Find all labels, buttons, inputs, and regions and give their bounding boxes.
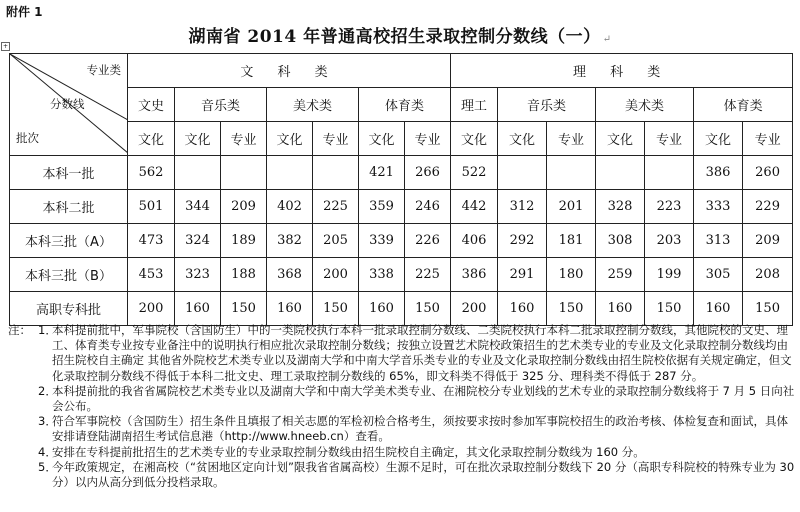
type-header: 文化 [694, 122, 743, 156]
subgroup-header: 音乐类 [498, 88, 596, 122]
header-corner-cell [10, 54, 128, 156]
type-header: 专业 [405, 122, 451, 156]
score-cell: 266 [405, 156, 451, 190]
batch-label: 本科三批（A） [10, 224, 128, 258]
type-header: 文化 [267, 122, 313, 156]
type-header: 文化 [451, 122, 498, 156]
score-cell: 160 [359, 292, 405, 326]
score-cell: 160 [267, 292, 313, 326]
note-text: 安排在专科提前批招生的艺术类专业的专业录取控制分数线由招生院校自主确定，其文化录取控制分数线为 160 分。 [52, 444, 645, 459]
table-body [10, 156, 793, 326]
group-header-science: 理 科 类 [451, 54, 793, 88]
score-cell: 473 [128, 224, 175, 258]
score-cell: 522 [451, 156, 498, 190]
note-number: 5． [38, 459, 57, 474]
page-title-text: 湖南省 2014 年普通高校招生录取控制分数线（一） [188, 27, 601, 47]
score-cell: 359 [359, 190, 405, 224]
note-indent [8, 414, 38, 444]
score-cell: 382 [267, 224, 313, 258]
score-cell [175, 156, 221, 190]
score-cell: 339 [359, 224, 405, 258]
corner-label-score: 分数线 [50, 97, 85, 111]
notes-section [8, 323, 796, 490]
subgroup-header: 体育类 [359, 88, 451, 122]
note-item [8, 445, 796, 460]
type-header: 文化 [498, 122, 547, 156]
score-cell [547, 156, 596, 190]
note-indent [8, 445, 38, 460]
score-cell: 160 [175, 292, 221, 326]
score-cell: 453 [128, 258, 175, 292]
score-cell: 223 [645, 190, 694, 224]
note-text: 符合军事院校（含国防生）招生条件且填报了相关志愿的军检初检合格考生，须按要求按时参加军事院校招生的政治考核、体检复查和面试，具体安排请登陆湖南招生考试信息港（http://www.hneeb.cn）查看。 [52, 414, 788, 444]
score-cell: 259 [596, 258, 645, 292]
score-cell [645, 156, 694, 190]
score-cell: 368 [267, 258, 313, 292]
score-cell: 323 [175, 258, 221, 292]
score-cell: 160 [596, 292, 645, 326]
score-cell: 150 [743, 292, 793, 326]
score-cell: 181 [547, 224, 596, 258]
score-cell: 291 [498, 258, 547, 292]
table-move-handle-icon[interactable]: + [2, 43, 9, 50]
batch-label: 本科一批 [10, 156, 128, 190]
score-cell: 200 [128, 292, 175, 326]
score-cell: 406 [451, 224, 498, 258]
score-cell: 305 [694, 258, 743, 292]
group-header-liberal-arts: 文 科 类 [128, 54, 451, 88]
score-cell: 150 [313, 292, 359, 326]
score-cell: 229 [743, 190, 793, 224]
score-cell: 338 [359, 258, 405, 292]
subgroup-header: 美术类 [267, 88, 359, 122]
score-cell: 200 [313, 258, 359, 292]
note-indent [8, 460, 38, 490]
table-row [10, 156, 793, 190]
score-cell [267, 156, 313, 190]
type-header: 文化 [175, 122, 221, 156]
score-cell: 209 [743, 224, 793, 258]
score-cell: 226 [405, 224, 451, 258]
note-text: 本科提前批的我省省属院校艺术类专业以及湖南大学和中南大学美术类专业、在湘院校分专业划线的艺术专业的录取控制分数线将于 7 月 5 日向社会公布。 [52, 383, 795, 414]
score-cell: 209 [221, 190, 267, 224]
score-cell: 199 [645, 258, 694, 292]
type-header: 文化 [359, 122, 405, 156]
batch-label: 本科三批（B） [10, 258, 128, 292]
score-cell: 246 [405, 190, 451, 224]
score-cell: 292 [498, 224, 547, 258]
type-header: 专业 [645, 122, 694, 156]
score-cell: 201 [547, 190, 596, 224]
batch-label: 高职专科批 [10, 292, 128, 326]
subgroup-header: 体育类 [694, 88, 793, 122]
score-cell: 324 [175, 224, 221, 258]
type-header: 专业 [547, 122, 596, 156]
notes-lead: 注： [8, 323, 31, 337]
score-cell: 386 [694, 156, 743, 190]
note-text: 本科提前批中，军事院校（含国防生）中的一类院校执行本科一批录取控制分数线、二类院校执行本科二批录取控制分数线，其他院校的文史、理工、体育类专业按专业备注中的说明执行相应批次录取控制分数线；按独立设置艺术院校政策招生的艺术类专业的专业及文化录取控制分数线均由招生院校自主确定 其他省外院校艺术类专业以及湖南大学和中南大学音乐类专业的专业及文化录取控制分数线由招生院校依据有关规定确定，但文化录取控制分数线不得低于本科二批文史、理工录取控制分数线的 65%，即文科类不得低于 325 分、理科类不得低于 287 分。 [52, 323, 792, 383]
score-cell: 333 [694, 190, 743, 224]
note-item [8, 460, 796, 490]
note-indent [8, 384, 38, 414]
score-cell: 160 [498, 292, 547, 326]
score-cell: 562 [128, 156, 175, 190]
attachment-label: 附件 1 [6, 5, 43, 19]
score-cell [498, 156, 547, 190]
note-item [8, 384, 796, 414]
score-cell: 189 [221, 224, 267, 258]
score-cell: 344 [175, 190, 221, 224]
type-header: 专业 [221, 122, 267, 156]
subgroup-header: 美术类 [596, 88, 694, 122]
type-header: 文化 [128, 122, 175, 156]
score-cell: 150 [405, 292, 451, 326]
score-cell: 160 [694, 292, 743, 326]
score-cell: 308 [596, 224, 645, 258]
score-cell: 312 [498, 190, 547, 224]
score-cell: 442 [451, 190, 498, 224]
corner-label-batch: 批次 [16, 131, 39, 145]
score-cell: 225 [405, 258, 451, 292]
score-cell: 205 [313, 224, 359, 258]
note-number: 1． [38, 323, 57, 337]
score-cell [221, 156, 267, 190]
score-cell [313, 156, 359, 190]
type-header: 专业 [313, 122, 359, 156]
score-cell: 313 [694, 224, 743, 258]
subgroup-header: 理工 [451, 88, 498, 122]
corner-label-major: 专业类 [86, 63, 121, 77]
score-cell: 180 [547, 258, 596, 292]
score-cell [596, 156, 645, 190]
score-cell: 150 [547, 292, 596, 326]
note-text: 今年政策规定，在湘高校（“贫困地区定向计划”限我省省属高校）生源不足时，可在批次录取控制分数线下 20 分（高职专科院校的特殊专业为 30 分）以内从高分到低分投档录取。 [52, 459, 795, 490]
note-number: 3． [38, 414, 57, 429]
score-cell: 402 [267, 190, 313, 224]
score-cell: 386 [451, 258, 498, 292]
note-number: 4． [38, 444, 57, 459]
subgroup-header: 音乐类 [175, 88, 267, 122]
type-header: 文化 [596, 122, 645, 156]
score-cell: 200 [451, 292, 498, 326]
score-cell: 203 [645, 224, 694, 258]
score-cell: 188 [221, 258, 267, 292]
subgroup-header: 文史 [128, 88, 175, 122]
note-item [8, 414, 796, 444]
note-item [8, 323, 796, 384]
score-cell: 501 [128, 190, 175, 224]
score-table [9, 53, 793, 326]
score-cell: 328 [596, 190, 645, 224]
score-cell: 150 [645, 292, 694, 326]
table-row [10, 258, 793, 292]
batch-label: 本科二批 [10, 190, 128, 224]
score-cell: 421 [359, 156, 405, 190]
page-title [0, 22, 800, 47]
note-number: 2． [38, 383, 57, 398]
table-row [10, 224, 793, 258]
score-cell: 150 [221, 292, 267, 326]
table-row [10, 190, 793, 224]
score-cell: 225 [313, 190, 359, 224]
table-row [10, 292, 793, 326]
score-cell: 208 [743, 258, 793, 292]
score-cell: 260 [743, 156, 793, 190]
type-header: 专业 [743, 122, 793, 156]
paragraph-mark-icon: ↵ [602, 34, 612, 45]
